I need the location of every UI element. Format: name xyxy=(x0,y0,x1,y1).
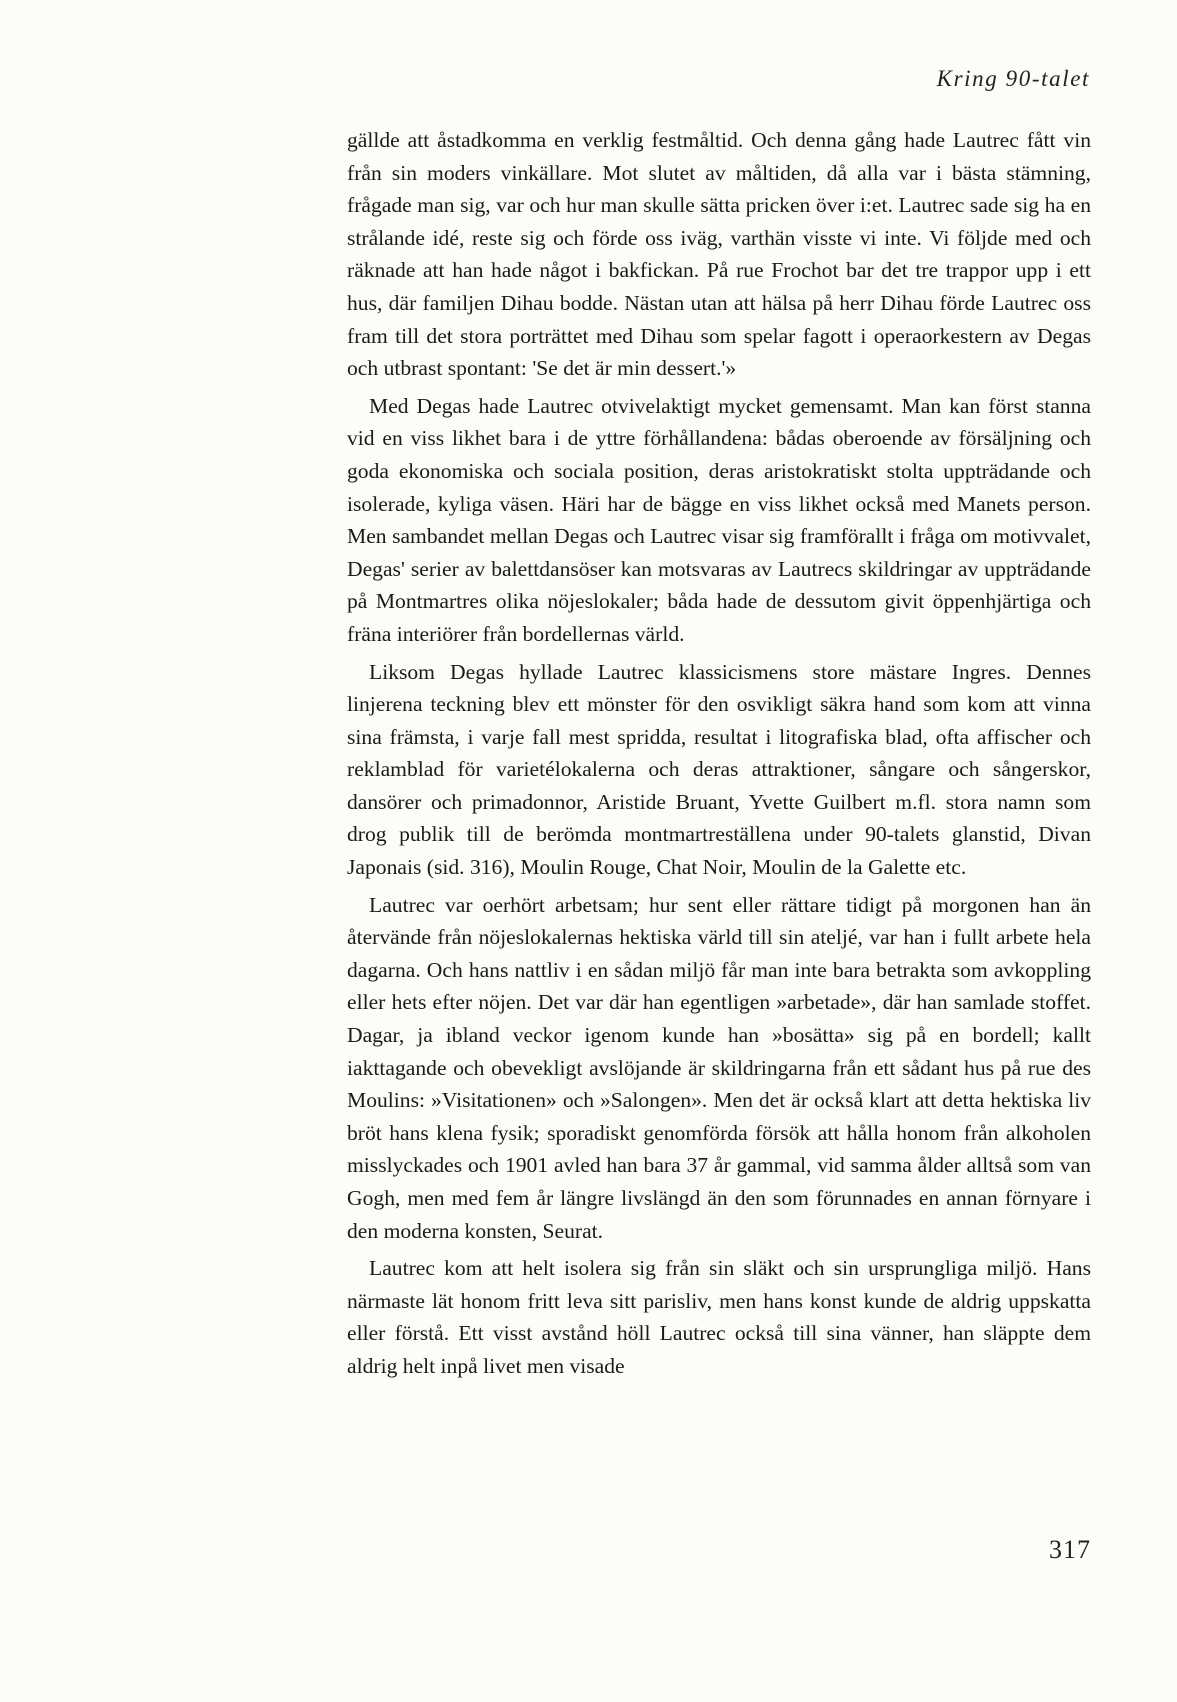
paragraph-isolation: Lautrec kom att helt isolera sig från sin släkt och sin ursprungliga miljö. Hans närmaste lät honom fritt leva sitt parisliv, men hans konst kunde de aldrig uppskatta eller förstå. Ett visst avstånd höll Lautrec också till sina vänner, han släppte dem aldrig helt inpå livet men visade xyxy=(347,1256,1091,1378)
paragraph-continued: gällde att åstadkomma en verklig festmåltid. Och denna gång hade Lautrec fått vin från sin moders vinkällare. Mot slutet av måltiden, då alla var i bästa stämning, frågade man sig, var och hur man skulle sätta pricken över i:et. Lautrec sade sig ha en strålande idé, reste sig och förde oss iväg, varthän visste vi inte. Vi följde med och räknade att han hade något i bakfickan. På rue Frochot bar det tre trappor upp i ett hus, där familjen Dihau bodde. Nästan utan att hälsa på herr Dihau förde Lautrec oss fram till det stora porträttet med Dihau som spelar fagott i operaorkestern av Degas och utbrast spontant: 'Se det är min dessert.'» xyxy=(347,128,1091,381)
paragraph-work-habits: Lautrec var oerhört arbetsam; hur sent eller rättare tidigt på morgonen han än återvände från nöjeslokalernas hektiska värld till sin ateljé, var han i fullt arbete hela dagarna. Och hans nattliv i en sådan miljö får man inte bara betrakta som avkoppling eller hets efter nöjen. Det var där han egentligen »arbetade», där han samlade stoffet. Dagar, ja ibland veckor igenom kunde han »bosätta» sig på en bordell; kallt iakttagande och obevekligt avslöjande är skildringarna från ett sådant hus på rue des Moulins: »Visitationen» och »Salongen». Men det är också klart att detta hektiska liv bröt hans klena fysik; sporadiskt genomförda försök att hålla honom från alkoholen misslyckades och 1901 avled han bara 37 år gammal, vid samma ålder alltså som van Gogh, men med fem år längre livslängd än den som förunnades en annan förnyare i den moderna konsten, Seurat. xyxy=(347,892,1091,1243)
paragraph-degas: Med Degas hade Lautrec otvivelaktigt mycket gemensamt. Man kan först stanna vid en viss likhet bara i de yttre förhållandena: bådas oberoende av försäljning och goda ekonomiska och sociala position, deras aristokratiskt stolta uppträdande och isolerade, kyliga väsen. Häri har de bägge en viss likhet också med Manets person. Men sambandet mellan Degas och Lautrec visar sig framförallt i fråga om motivvalet, Degas' serier av balettdansöser kan motsvaras av Lautrecs skildringar av uppträdande på Montmartres olika nöjeslokaler; båda hade de dessutom givit öppenhjärtiga och fräna interiörer från bordellernas värld. xyxy=(347,393,1091,646)
paragraph-ingres: Liksom Degas hyllade Lautrec klassicismens store mästare Ingres. Dennes linjerena teckning blev ett mönster för den osvikligt säkra hand som kom att vinna sina främsta, i varje fall mest spridda, resultat i litografiska blad, ofta affischer och reklamblad för varietélokalerna och deras attraktioner, sångare och sångerskor, dansörer och primadonnor, Aristide Bruant, Yvette Guilbert m.fl. stora namn som drog publik till de berömda montmartreställena under 90-talets glanstid, Divan Japonais (sid. 316), Moulin Rouge, Chat Noir, Moulin de la Galette etc. xyxy=(347,659,1091,880)
page-number: 317 xyxy=(1049,1535,1091,1564)
body-text xyxy=(347,124,1091,1388)
running-header: Kring 90-talet xyxy=(936,66,1090,91)
